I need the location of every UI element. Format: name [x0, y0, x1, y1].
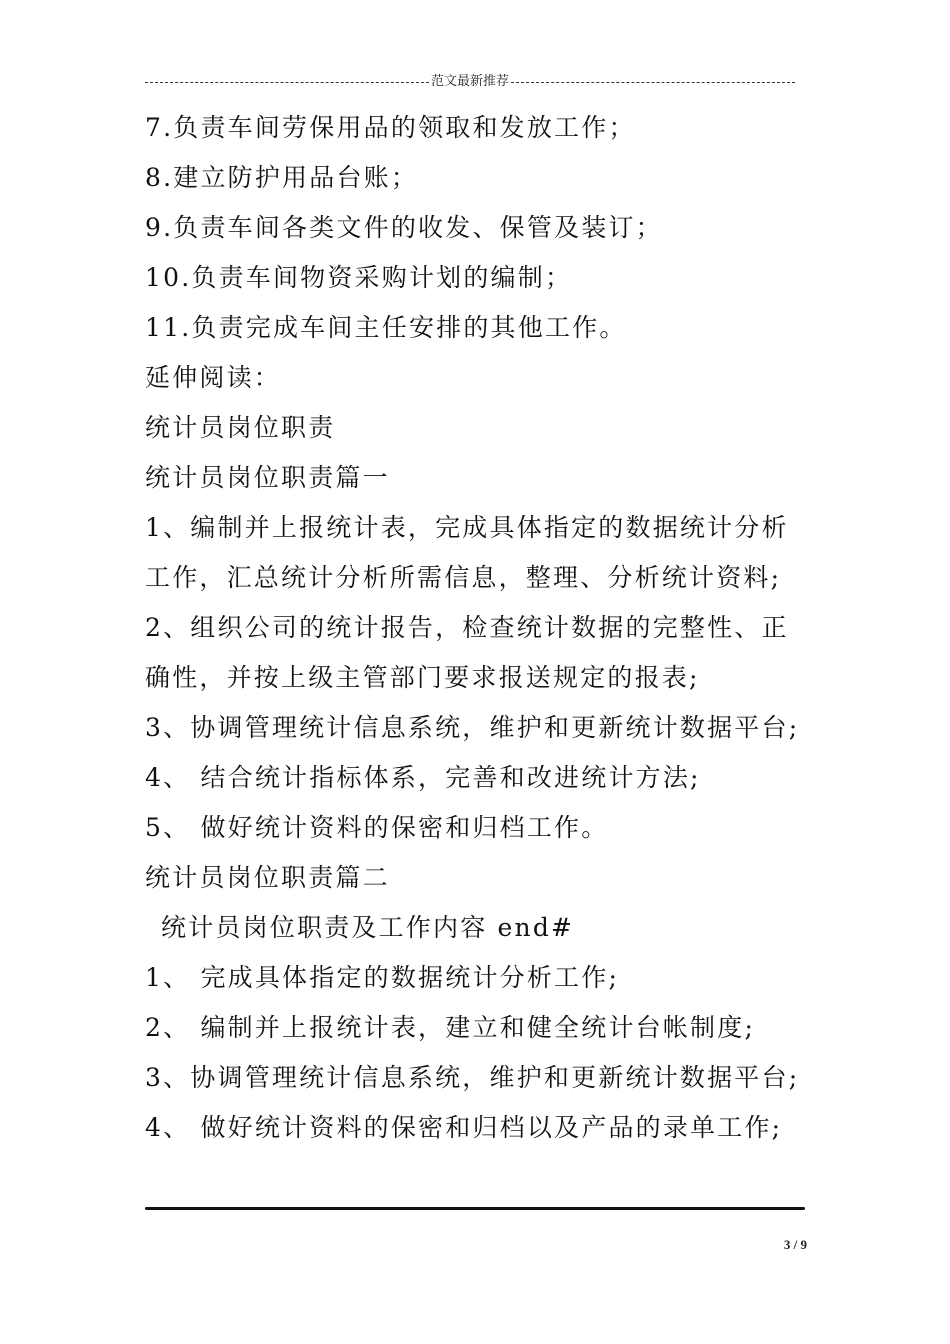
section-heading: 统计员岗位职责及工作内容 end#: [161, 913, 575, 942]
text-line: 10.负责车间物资采购计划的编制；: [145, 263, 573, 292]
text-line: 确性，并按上级主管部门要求报送规定的报表;: [145, 663, 700, 692]
text-line: 4、 结合统计指标体系，完善和改进统计方法;: [145, 763, 701, 792]
header-dash-left: [145, 82, 429, 83]
text-line: 3、协调管理统计信息系统，维护和更新统计数据平台;: [145, 713, 800, 742]
text-line: 1、 完成具体指定的数据统计分析工作;: [145, 963, 620, 992]
text-line: 2、 编制并上报统计表，建立和健全统计台帐制度;: [145, 1013, 756, 1042]
text-line: 5、 做好统计资料的保密和归档工作。: [145, 813, 609, 842]
section-heading: 统计员岗位职责篇一: [145, 463, 390, 492]
section-heading: 延伸阅读：: [145, 363, 282, 392]
text-line: 3、协调管理统计信息系统，维护和更新统计数据平台;: [145, 1063, 800, 1092]
text-line: 9.负责车间各类文件的收发、保管及装订；: [145, 213, 663, 242]
header-dash-right: [511, 82, 795, 83]
page-header: [145, 73, 795, 91]
section-heading: 统计员岗位职责: [145, 413, 336, 442]
text-line: 工作，汇总统计分析所需信息，整理、分析统计资料;: [145, 563, 782, 592]
page-number: 3 / 9: [783, 1237, 807, 1252]
text-line: 11.负责完成车间主任安排的其他工作。: [145, 313, 627, 342]
text-line: 4、 做好统计资料的保密和归档以及产品的录单工作;: [145, 1113, 783, 1142]
document-body: [145, 103, 815, 1153]
text-line: 1、编制并上报统计表，完成具体指定的数据统计分析: [145, 513, 789, 542]
text-line: 2、组织公司的统计报告，检查统计数据的完整性、正: [145, 613, 789, 642]
text-line: 7.负责车间劳保用品的领取和发放工作；: [145, 113, 636, 142]
section-heading: 统计员岗位职责篇二: [145, 863, 390, 892]
header-label: 范文最新推荐: [431, 74, 510, 89]
footer-rule: [145, 1207, 805, 1210]
text-line: 8.建立防护用品台账；: [145, 163, 419, 192]
